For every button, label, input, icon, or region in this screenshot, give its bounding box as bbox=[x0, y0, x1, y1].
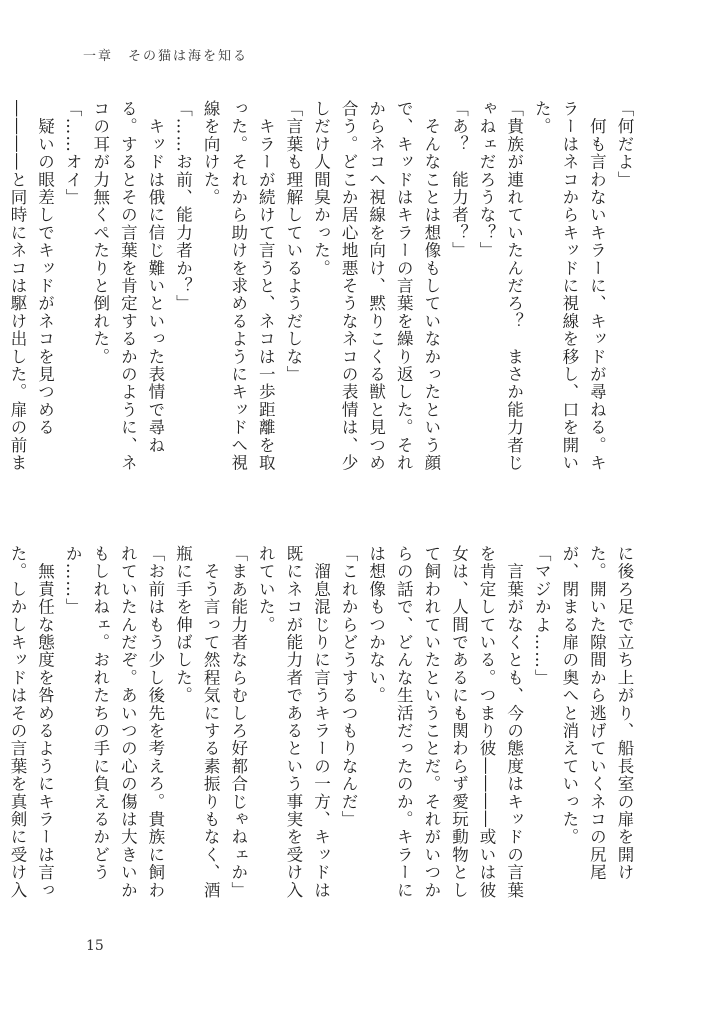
paragraph: そう言って然程気にする素振りもなく、酒瓶に手を伸ばした。 bbox=[173, 545, 221, 899]
paragraph: 言葉がなくとも、今の態度はキッドの言葉を肯定している。つまり彼――――或いは彼女は、人間であるにも関わらず愛玩動物として飼われていたということだ。それがいつからの話で、どんな生活だったのか。キラーには想像もつかない。 bbox=[366, 545, 524, 899]
paragraph: 溜息混じりに言うキラーの一方、キッドは既にネコが能力者であるという事実を受け入れていた。 bbox=[256, 545, 331, 899]
page-number: 15 bbox=[86, 938, 104, 954]
paragraph: 無責任な態度を咎めるようにキラーは言った。しかしキッドはその言葉を真剣に受け入 bbox=[7, 545, 55, 899]
paragraph: キラーが続けて言うと、ネコは一歩距離を取った。それから助けを求めるようにキッドへ視線を向けた。 bbox=[201, 100, 276, 472]
paragraph: 「あ？ 能力者？」 bbox=[449, 100, 469, 260]
text-block-upper bbox=[7, 100, 638, 472]
paragraph: 「マジかよ……」 bbox=[532, 545, 552, 687]
paragraph: 「お前はもう少し後先を考えろ。貴族に飼われていたんだぞ。あいつの心の傷は大きいかもしれねェ。おれたちの手に負えるかどうか……」 bbox=[63, 545, 165, 899]
paragraph: 「まあ能力者ならむしろ好都合じゃねェか」 bbox=[228, 545, 248, 899]
paragraph: キッドは俄に信じ難いといった表情で尋ねる。するとその言葉を肯定するかのように、ネコの耳が力無くぺたりと倒れた。 bbox=[90, 100, 165, 472]
paragraph: 何も言わないキラーに、キッドが尋ねる。キラーはネコからキッドに視線を移し、口を開いた。 bbox=[532, 100, 607, 472]
chapter-header: 一章 その猫は海を知る bbox=[83, 49, 249, 64]
paragraph: 「……お前、能力者か？」 bbox=[173, 100, 193, 313]
paragraph: 疑いの眼差しでキッドがネコを見つめる――――と同時にネコは駆け出した。扉の前ま bbox=[7, 100, 55, 472]
paragraph: に後ろ足で立ち上がり、船長室の扉を開けた。開いた隙間から逃げていくネコの尻尾が、閉まる扉の奥へと消えていった。 bbox=[559, 545, 634, 882]
paragraph: 「貴族が連れていたんだろ？ まさか能力者じゃねェだろうな？」 bbox=[477, 100, 524, 472]
text-block-lower bbox=[7, 545, 638, 915]
paragraph: 「これからどうするつもりなんだ」 bbox=[339, 545, 359, 829]
paragraph: そんなことは想像もしていなかったという顔で、キッドはキラーの言葉を繰り返した。それからネコへ視線を向け、黙りこくる獣と見つめ合う。どこか居心地悪そうなネコの表情は、少しだけ人間臭かった。 bbox=[311, 100, 441, 472]
paragraph: 「何だよ」 bbox=[615, 100, 634, 189]
paragraph: 「……オイ」 bbox=[63, 100, 83, 207]
paragraph: 「言葉も理解しているようだしな」 bbox=[283, 100, 303, 384]
